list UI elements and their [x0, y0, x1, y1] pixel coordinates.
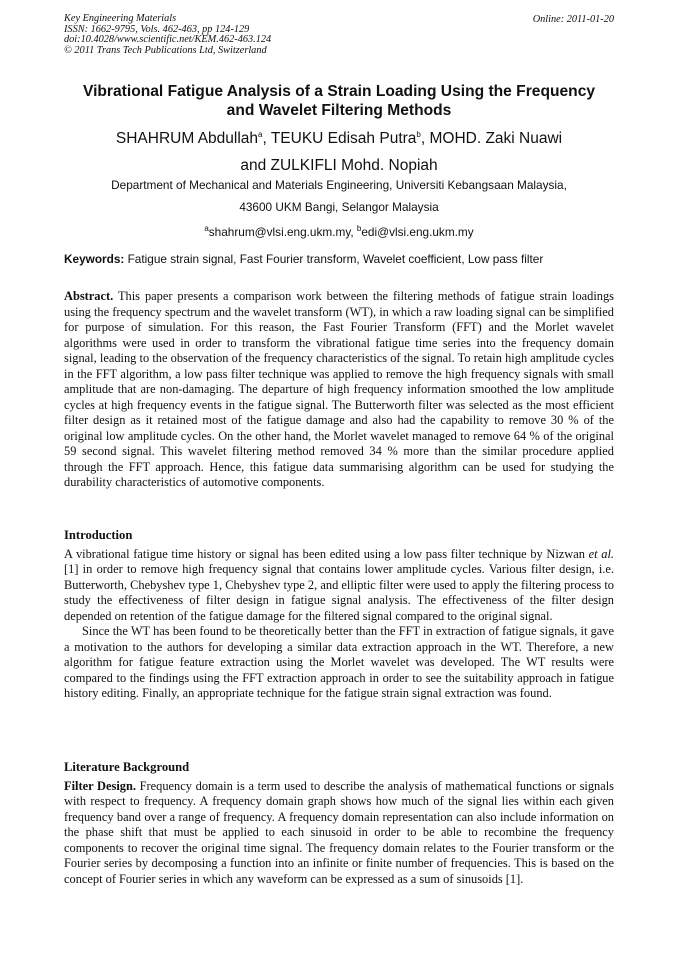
section-heading: Literature Background — [64, 760, 190, 774]
affil-mark: b — [356, 224, 362, 233]
keywords — [64, 252, 543, 266]
keywords-label: Keywords: — [64, 252, 125, 266]
paragraph — [64, 779, 614, 888]
authors — [40, 121, 638, 179]
author: SHAHRUM Abdullah — [115, 130, 259, 148]
issn: ISSN: 1662-9795, Vols. 462-463, pp 124-129 — [64, 23, 250, 35]
title-line: Vibrational Fatigue Analysis of a Strain Loading Using the Frequency — [82, 83, 596, 100]
affil-mark: a — [204, 224, 209, 233]
journal-name: Key Engineering Materials — [64, 13, 177, 24]
introduction-section — [64, 528, 614, 702]
affil-mark: b — [416, 130, 421, 139]
paragraph — [64, 547, 614, 625]
copyright: © 2011 Trans Tech Publications Ltd, Switzerland — [64, 44, 267, 56]
keywords-text: Fatigue strain signal, Fast Fourier transform, Wavelet coefficient, Low pass filter — [124, 252, 544, 266]
email: shahrum@vlsi.eng.ukm.my, — [208, 224, 357, 239]
paragraph: Since the WT has been found to be theoretically better than the FFT in extraction of fatigue signals, it gave a motivation to the authors for developing a similar data extraction approach in the WT. Therefore, a new algorithm for fatigue feature extraction using the Morlet wavelet was developed. The WT results were compared to the findings using the FFT extraction approach in order to see the suitability approach in fatigue history editing. Finally, an appropriate technique for the fatigue strain signal extraction was found. — [64, 624, 614, 700]
section-heading: Introduction — [64, 528, 133, 542]
abstract-label: Abstract. — [64, 289, 114, 303]
title-line: and Wavelet Filtering Methods — [226, 102, 452, 119]
text: et al. — [588, 546, 614, 561]
abstract — [64, 289, 614, 491]
doi: doi:10.4028/www.scientific.net/KEM.462-463.124 — [64, 34, 272, 46]
affiliation — [40, 175, 638, 243]
journal-header — [64, 14, 271, 56]
author: and ZULKIFLI Mohd. Nopiah — [240, 157, 438, 175]
online-date: Online: 2011-01-20 — [532, 14, 614, 25]
author: , TEUKU Edisah Putra — [262, 130, 417, 148]
affiliation-line: Department of Mechanical and Materials Engineering, Universiti Kebangsaan Malaysia, — [111, 178, 567, 192]
email: edi@vlsi.eng.ukm.my — [361, 224, 474, 239]
emails — [40, 218, 638, 243]
literature-section — [64, 760, 614, 887]
text: A vibrational fatigue time history or signal has been edited using a low pass filter technique by Nizwan — [64, 546, 589, 561]
affiliation-line: 43600 UKM Bangi, Selangor Malaysia — [239, 199, 439, 214]
affil-mark: a — [258, 130, 263, 139]
text: Frequency domain is a term used to describe the analysis of mathematical functions or signals with respect to frequency. A frequency domain graph shows how much of the signal lies within each given frequency band over a range of frequency. A frequency domain representation can also include information on the phase shift that must be applied to each sinusoid in order to be able to recombine the frequency components to recover the original time signal. The frequency domain relates to the Fourier transform or the Fourier series by decomposing a function into an infinite or finite number of frequencies. This is based on the concept of Fourier series in which any waveform can be expressed as a sum of sinusoids [1]. — [64, 778, 614, 886]
text: [1] in order to remove high frequency signal that contains lower amplitude cycles. Various filter design, i.e. Butterworth, Chebyshev type 1, Chebyshev type 2, and elliptic filter were used to apply the filtering process to study the effectiveness of filter design in fatigue signal analysis. The effectiveness of the filter design depended on retention of the fatigue damage for the filtered signal compared to the original signal. — [64, 562, 614, 623]
author: , MOHD. Zaki Nuawi — [420, 130, 563, 148]
abstract-text: This paper presents a comparison work between the filtering methods of fatigue strain loadings using the frequency spectrum and the wavelet transform (WT), in which a raw loading signal can be simplified for purpose of simulation. For this reason, the Fast Fourier Transform (FFT) and the Morlet wavelet algorithms were used in order to transform the vibrational fatigue time series into the frequency domain signal, leading to the observation of the frequency characteristics of the signal. To retain high amplitude cycles in the FFT algorithm, a low pass filter technique was applied to remove the high frequency signals with small amplitude that are non-damaging. The departure of high frequency information smoothed the low amplitude cycles at high frequency events in the fatigue signal. The Butterworth filter was selected as the most efficient filter design as it retained most of the fatigue damage and also had the capability to remove 30 % of the original low amplitude cycles. On the other hand, the Morlet wavelet managed to remove 64 % of the original 59 second signal. This wavelet filtering method removed 34 % more than the similar procedure applied through the FFT approach. Hence, this fatigue data summarising algorithm can be used for studying the durability characteristics of automotive components. — [64, 289, 614, 489]
paper-title — [40, 82, 638, 120]
subsection-label: Filter Design. — [64, 778, 136, 793]
